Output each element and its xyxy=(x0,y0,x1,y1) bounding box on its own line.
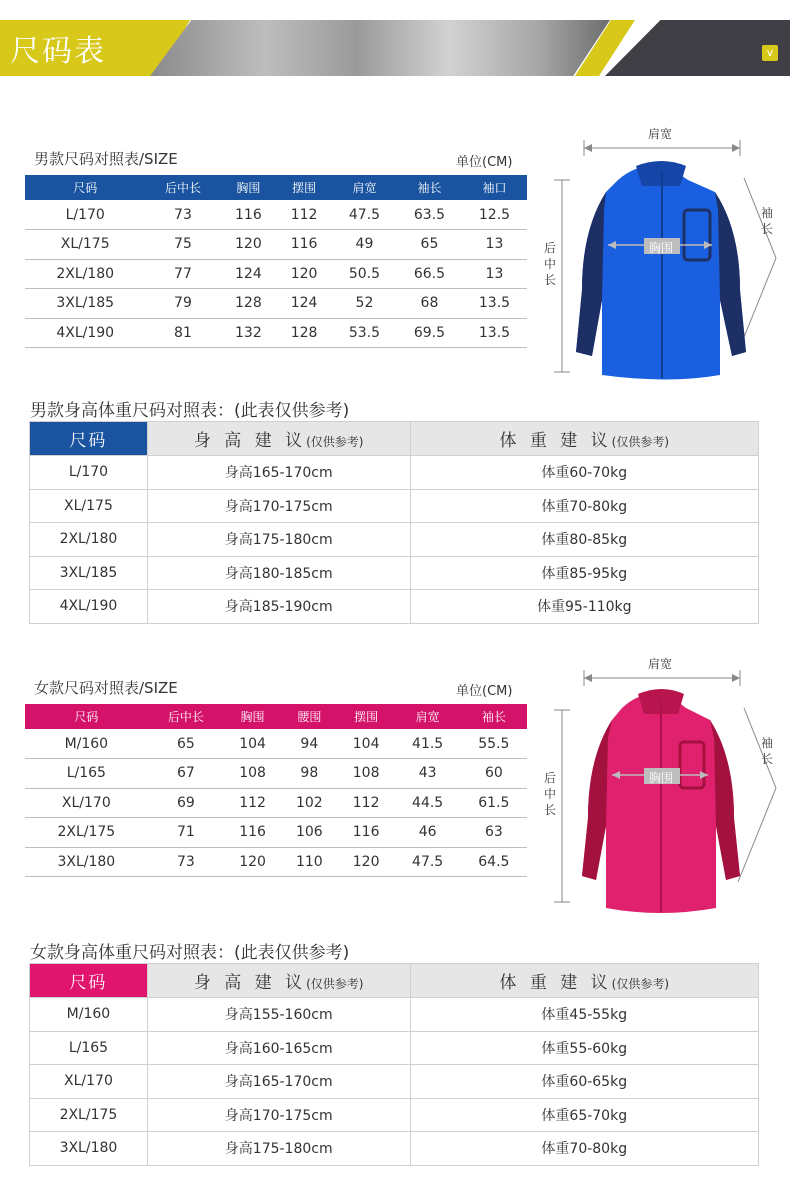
table-cell: M/160 xyxy=(25,729,148,759)
table-cell: XL/175 xyxy=(30,489,148,523)
column-header: 肩宽 xyxy=(395,704,461,729)
table-cell: 108 xyxy=(224,759,281,789)
table-cell: L/165 xyxy=(30,1031,148,1065)
men-jacket-diagram xyxy=(540,120,790,390)
table-cell: 2XL/175 xyxy=(30,1098,148,1132)
table-cell: 79 xyxy=(145,289,220,319)
men-back-length-label: 后中长 xyxy=(543,241,556,287)
table-header-row xyxy=(30,422,759,456)
column-header: 尺码 xyxy=(25,175,145,200)
table-cell: 112 xyxy=(224,788,281,818)
table-cell: 身高170-175cm xyxy=(147,1098,410,1132)
men-spec-table xyxy=(25,175,527,348)
table-cell: 112 xyxy=(338,788,395,818)
table-cell: 体重80-85kg xyxy=(410,523,758,557)
men-sleeve-label: 袖长 xyxy=(760,206,773,236)
header-weight: 体 重 建 议(仅供参考) xyxy=(410,422,758,456)
men-shoulder-label: 肩宽 xyxy=(648,127,673,141)
men-spec-caption: 男款尺码对照表/SIZE xyxy=(34,150,178,168)
table-row xyxy=(25,318,527,348)
table-cell: 身高180-185cm xyxy=(147,556,410,590)
table-cell: 3XL/185 xyxy=(25,289,145,319)
column-header: 袖长 xyxy=(397,175,462,200)
table-cell: 49 xyxy=(332,230,397,260)
table-cell: 73 xyxy=(148,847,225,877)
table-cell: 77 xyxy=(145,259,220,289)
table-row xyxy=(25,289,527,319)
men-spec-unit: 单位(CM) xyxy=(456,155,513,170)
column-header: 摆围 xyxy=(338,704,395,729)
table-row xyxy=(30,1098,759,1132)
table-cell: 94 xyxy=(281,729,338,759)
table-cell: 身高155-160cm xyxy=(147,998,410,1032)
table-cell: 身高175-180cm xyxy=(147,1132,410,1166)
men-hw-table xyxy=(29,421,759,624)
table-row xyxy=(30,1065,759,1099)
table-cell: 116 xyxy=(224,818,281,848)
table-header-row xyxy=(30,964,759,998)
table-row xyxy=(30,1132,759,1166)
table-cell: 体重70-80kg xyxy=(410,489,758,523)
men-hw-title: 男款身高体重尺码对照表：(此表仅供参考) xyxy=(30,401,350,421)
table-cell: 50.5 xyxy=(332,259,397,289)
table-cell: 44.5 xyxy=(395,788,461,818)
header-height: 身 高 建 议(仅供参考) xyxy=(147,964,410,998)
table-row xyxy=(25,729,527,759)
table-cell: 13 xyxy=(462,259,527,289)
table-cell: 2XL/180 xyxy=(30,523,148,557)
table-cell: 120 xyxy=(224,847,281,877)
women-spec-unit: 单位(CM) xyxy=(456,684,513,699)
table-row xyxy=(30,1031,759,1065)
men-chest-label: 胸围 xyxy=(649,241,674,255)
table-cell: 47.5 xyxy=(395,847,461,877)
table-cell: L/170 xyxy=(30,456,148,490)
header-weight: 体 重 建 议(仅供参考) xyxy=(410,964,758,998)
table-header-row xyxy=(25,704,527,729)
table-row xyxy=(25,200,527,230)
table-cell: 102 xyxy=(281,788,338,818)
table-cell: 52 xyxy=(332,289,397,319)
column-header: 袖口 xyxy=(462,175,527,200)
table-cell: 124 xyxy=(221,259,277,289)
table-row xyxy=(25,847,527,877)
table-cell: 73 xyxy=(145,200,220,230)
table-cell: 2XL/180 xyxy=(25,259,145,289)
table-cell: 112 xyxy=(276,200,332,230)
table-cell: 63.5 xyxy=(397,200,462,230)
table-cell: 2XL/175 xyxy=(25,818,148,848)
table-cell: 身高185-190cm xyxy=(147,590,410,624)
table-cell: 98 xyxy=(281,759,338,789)
women-hw-title: 女款身高体重尺码对照表：(此表仅供参考) xyxy=(30,943,350,963)
table-cell: 116 xyxy=(338,818,395,848)
table-row xyxy=(25,759,527,789)
page-title: 尺码表 xyxy=(10,34,106,69)
table-cell: 体重55-60kg xyxy=(410,1031,758,1065)
table-cell: 体重60-70kg xyxy=(410,456,758,490)
table-cell: 43 xyxy=(395,759,461,789)
header-height: 身 高 建 议(仅供参考) xyxy=(147,422,410,456)
column-header: 肩宽 xyxy=(332,175,397,200)
table-row xyxy=(30,590,759,624)
table-cell: 65 xyxy=(148,729,225,759)
table-cell: 110 xyxy=(281,847,338,877)
table-cell: 124 xyxy=(276,289,332,319)
header-size: 尺码 xyxy=(30,964,148,998)
table-cell: 128 xyxy=(276,318,332,348)
table-cell: 体重60-65kg xyxy=(410,1065,758,1099)
table-cell: 75 xyxy=(145,230,220,260)
table-row xyxy=(30,489,759,523)
table-cell: 120 xyxy=(338,847,395,877)
table-row xyxy=(30,523,759,557)
chevron-down-icon: v xyxy=(762,45,778,61)
column-header: 摆围 xyxy=(276,175,332,200)
table-cell: L/165 xyxy=(25,759,148,789)
table-cell: 3XL/185 xyxy=(30,556,148,590)
table-cell: 体重45-55kg xyxy=(410,998,758,1032)
table-cell: 体重95-110kg xyxy=(410,590,758,624)
table-cell: 身高165-170cm xyxy=(147,1065,410,1099)
table-row xyxy=(30,456,759,490)
table-cell: 106 xyxy=(281,818,338,848)
table-row xyxy=(30,998,759,1032)
women-spec-table xyxy=(25,704,527,877)
table-cell: 13 xyxy=(462,230,527,260)
table-cell: 53.5 xyxy=(332,318,397,348)
table-cell: 体重85-95kg xyxy=(410,556,758,590)
women-back-length-label: 后中长 xyxy=(543,771,556,817)
table-cell: 13.5 xyxy=(462,318,527,348)
table-cell: 71 xyxy=(148,818,225,848)
table-cell: 132 xyxy=(221,318,277,348)
table-cell: 4XL/190 xyxy=(30,590,148,624)
column-header: 袖长 xyxy=(461,704,527,729)
table-cell: 61.5 xyxy=(461,788,527,818)
table-cell: 46 xyxy=(395,818,461,848)
table-row xyxy=(30,556,759,590)
table-row xyxy=(25,788,527,818)
table-header-row xyxy=(25,175,527,200)
table-cell: 体重65-70kg xyxy=(410,1098,758,1132)
table-cell: 128 xyxy=(221,289,277,319)
table-cell: 身高165-170cm xyxy=(147,456,410,490)
women-jacket-diagram xyxy=(540,650,790,920)
women-hw-table xyxy=(29,963,759,1166)
table-cell: 4XL/190 xyxy=(25,318,145,348)
table-cell: 47.5 xyxy=(332,200,397,230)
table-cell: 66.5 xyxy=(397,259,462,289)
table-cell: 108 xyxy=(338,759,395,789)
column-header: 胸围 xyxy=(224,704,281,729)
table-cell: XL/170 xyxy=(30,1065,148,1099)
table-cell: M/160 xyxy=(30,998,148,1032)
column-header: 后中长 xyxy=(148,704,225,729)
column-header: 腰围 xyxy=(281,704,338,729)
table-cell: 64.5 xyxy=(461,847,527,877)
women-sleeve-label: 袖长 xyxy=(760,736,773,766)
women-shoulder-label: 肩宽 xyxy=(648,657,673,671)
column-header: 后中长 xyxy=(145,175,220,200)
table-cell: 41.5 xyxy=(395,729,461,759)
banner-scenery-image xyxy=(150,20,610,76)
table-cell: 12.5 xyxy=(462,200,527,230)
table-row xyxy=(25,259,527,289)
table-cell: 55.5 xyxy=(461,729,527,759)
table-cell: 身高170-175cm xyxy=(147,489,410,523)
table-cell: 67 xyxy=(148,759,225,789)
header-size: 尺码 xyxy=(30,422,148,456)
table-cell: XL/170 xyxy=(25,788,148,818)
column-header: 胸围 xyxy=(221,175,277,200)
table-cell: 69.5 xyxy=(397,318,462,348)
column-header: 尺码 xyxy=(25,704,148,729)
table-cell: 身高175-180cm xyxy=(147,523,410,557)
table-row xyxy=(25,230,527,260)
table-cell: 60 xyxy=(461,759,527,789)
table-cell: 3XL/180 xyxy=(30,1132,148,1166)
table-cell: 65 xyxy=(397,230,462,260)
women-spec-caption: 女款尺码对照表/SIZE xyxy=(34,679,178,697)
table-cell: 13.5 xyxy=(462,289,527,319)
header-banner xyxy=(0,20,790,76)
table-cell: 63 xyxy=(461,818,527,848)
table-cell: 体重70-80kg xyxy=(410,1132,758,1166)
table-cell: XL/175 xyxy=(25,230,145,260)
table-cell: 120 xyxy=(221,230,277,260)
table-cell: 120 xyxy=(276,259,332,289)
table-row xyxy=(25,818,527,848)
table-cell: 3XL/180 xyxy=(25,847,148,877)
table-cell: 116 xyxy=(221,200,277,230)
table-cell: L/170 xyxy=(25,200,145,230)
table-cell: 身高160-165cm xyxy=(147,1031,410,1065)
women-chest-label: 胸围 xyxy=(649,771,674,785)
table-cell: 104 xyxy=(338,729,395,759)
table-cell: 104 xyxy=(224,729,281,759)
table-cell: 68 xyxy=(397,289,462,319)
table-cell: 81 xyxy=(145,318,220,348)
table-cell: 116 xyxy=(276,230,332,260)
table-cell: 69 xyxy=(148,788,225,818)
